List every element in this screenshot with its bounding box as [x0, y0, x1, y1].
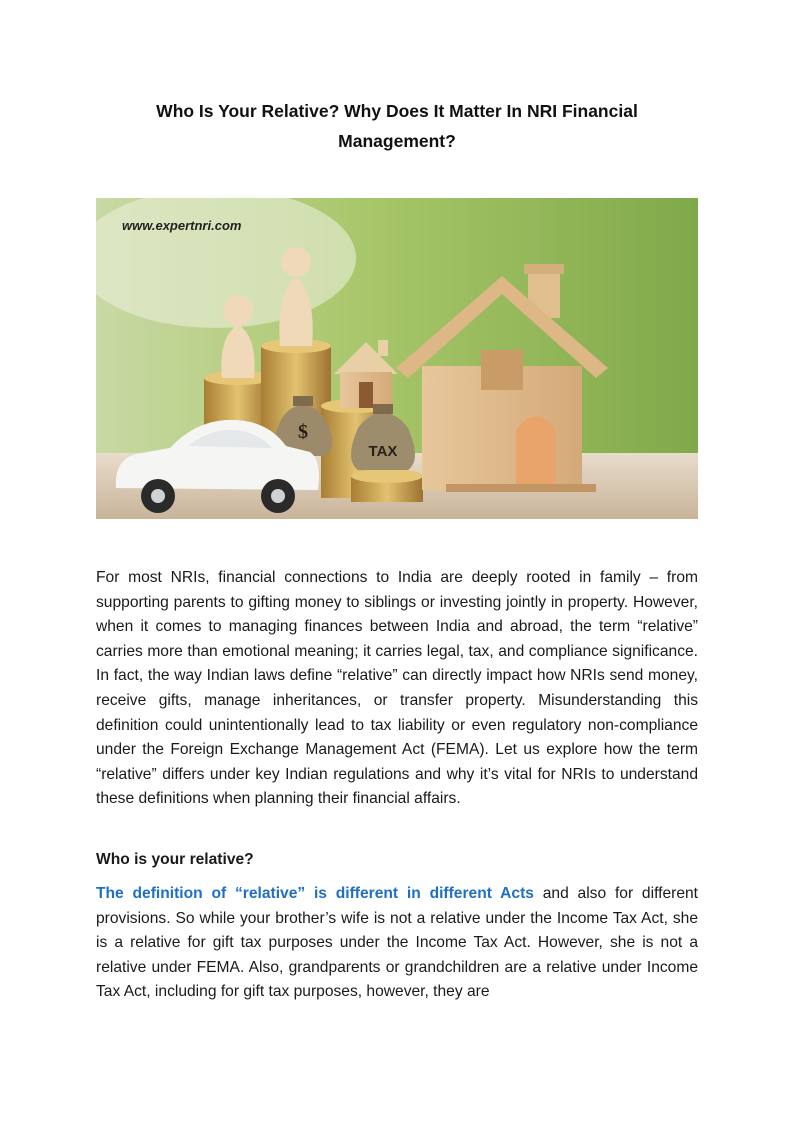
coin-stack-right	[351, 469, 423, 502]
dollar-label: $	[298, 421, 308, 443]
acts-definition-link[interactable]: The definition of “relative” is different in different Acts	[96, 885, 534, 902]
hero-image	[96, 198, 698, 519]
intro-paragraph: For most NRIs, financial connections to India are deeply rooted in family – from supporting parents to gifting money to siblings or investing jointly in property. However, when it comes to managing finances between India and abroad, the term “relative” carries more than emotional meaning; it carries legal, tax, and compliance significance. In fact, the way Indian laws define “relative” can directly impact how NRIs send money, receive gifts, manage inheritances, or transfer property. Misunderstanding this definition could unintentionally lead to tax liability or even regulatory non-compliance under the Foreign Exchange Management Act (FEMA). Let us explore how the term “relative” differs under key Indian regulations and why it’s vital for NRIs to understand these definitions when planning their financial affairs.	[96, 569, 698, 808]
watermark: www.expertnri.com	[122, 218, 242, 233]
tax-label: TAX	[368, 443, 398, 460]
section-heading: Who is your relative?	[96, 851, 254, 868]
wooden-figure-right	[279, 247, 312, 346]
section-paragraph-text: and also for different provisions. So while your brother’s wife is not a relative under the Income Tax Act, she is a relative for gift tax purposes under the Income Tax Act. However, she is not a relative under FEMA. Also, grandparents or grandchildren are a relative under Income Tax Act, including for gift tax purposes, however, they are	[96, 885, 698, 1001]
page-title: Who Is Your Relative? Why Does It Matter In NRI Financial Management?	[156, 101, 638, 151]
section-paragraph	[96, 882, 698, 1005]
